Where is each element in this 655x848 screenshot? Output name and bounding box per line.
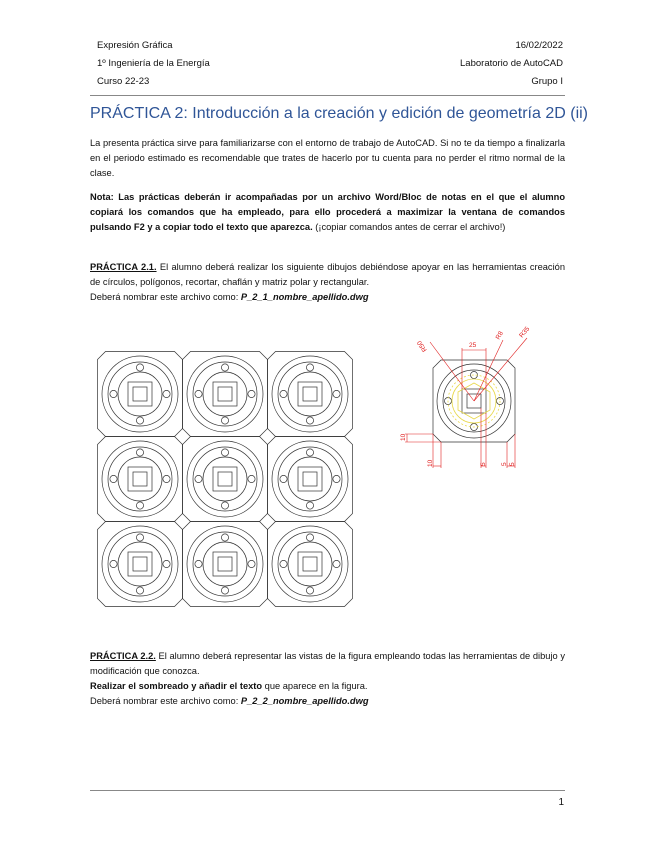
dim-label-10-vertical: 10 (400, 433, 407, 441)
practice-2-1-text: El alumno deberá realizar los siguiente dibujos debiéndose apoyar en las herramientas creación de círculos, polígonos, recortar, chaflán y matriz polar y rectangular. (90, 262, 565, 287)
tile-4 (98, 437, 183, 522)
lab-name: Laboratorio de AutoCAD (460, 58, 563, 69)
practice-2-2-file-prefix: Deberá nombrar este archivo como: (90, 696, 241, 706)
practice-2-2-bold: Realizar el sombreado y añadir el texto (90, 681, 263, 691)
dim-r35-leader (474, 338, 527, 401)
page-number: 1 (558, 797, 564, 808)
note-normal: (¡copiar comandos antes de cerrar el archivo!) (312, 222, 506, 232)
tile-2 (183, 352, 268, 437)
practice-2-2-label: PRÁCTICA 2.2. (90, 651, 156, 661)
practice-2-2-text: El alumno deberá representar las vistas de la figura empleando todas las herramientas de dibujo y modificación que conozca. (90, 651, 566, 676)
intro-paragraph: La presenta práctica sirve para familiarizarse con el entorno de trabajo de AutoCAD. Si no te da tiempo a finalizarla en el periodo estimado es recomendable que trates de hacerlo por tu cuenta para no perder el ritmo normal de la clase. (90, 138, 565, 178)
course-name: Expresión Gráfica (97, 40, 173, 51)
dim-label-r50: R50 (416, 339, 429, 353)
dim-label-10-horizontal: 10 (427, 459, 434, 467)
footer-rule (90, 790, 565, 791)
tile-7 (98, 522, 183, 607)
tile-3 (268, 352, 353, 437)
tile-1 (98, 352, 183, 437)
page-title: PRÁCTICA 2: Introducción a la creación y edición de geometría 2D (ii) (90, 105, 589, 122)
header-rule (90, 95, 565, 96)
practice-2-2-bold-rest: que aparece en la figura. (262, 681, 368, 691)
dim-r50-leader (430, 342, 474, 401)
tile-8 (183, 522, 268, 607)
course-year: Curso 22-23 (97, 76, 150, 87)
practice-2-1-file-prefix: Deberá nombrar este archivo como: (90, 292, 241, 302)
tile-6 (268, 437, 353, 522)
dim-label-5-a: 5 (480, 462, 487, 466)
dim-label-25: 25 (469, 342, 477, 349)
tile-9 (268, 522, 353, 607)
dim-label-5-c: 5 (509, 462, 516, 466)
dim-label-5-b: 5 (501, 462, 508, 466)
header-left (97, 40, 210, 94)
practice-2-1-label: PRÁCTICA 2.1. (90, 262, 157, 272)
practice-2-2-filename: P_2_2_nombre_apellido.dwg (240, 696, 369, 706)
practice-2-1-filename: P_2_1_nombre_apellido.dwg (240, 292, 369, 302)
dim-label-r8: R8 (494, 330, 505, 341)
dimensioned-piece-drawing (395, 320, 535, 475)
practice-2-1-paragraph (90, 260, 565, 305)
tile-5 (183, 437, 268, 522)
note-paragraph (90, 190, 565, 235)
note-bold: Nota: Las prácticas deberán ir acompañadas por un archivo Word/Bloc de notas en el que el alumno copiará los comandos que ha empleado, para ello procederá a maximizar la ventana de comandos pulsando F2 y a copiar todo el texto que aparezca. (90, 192, 565, 232)
tile-grid-drawing (97, 351, 353, 607)
group-name: Grupo I (531, 76, 563, 87)
degree-name: 1º Ingeniería de la Energía (97, 58, 210, 69)
header-right (460, 40, 563, 94)
practice-2-2-paragraph (90, 649, 565, 709)
dim-label-r35: R35 (518, 325, 532, 340)
date: 16/02/2022 (515, 40, 563, 51)
